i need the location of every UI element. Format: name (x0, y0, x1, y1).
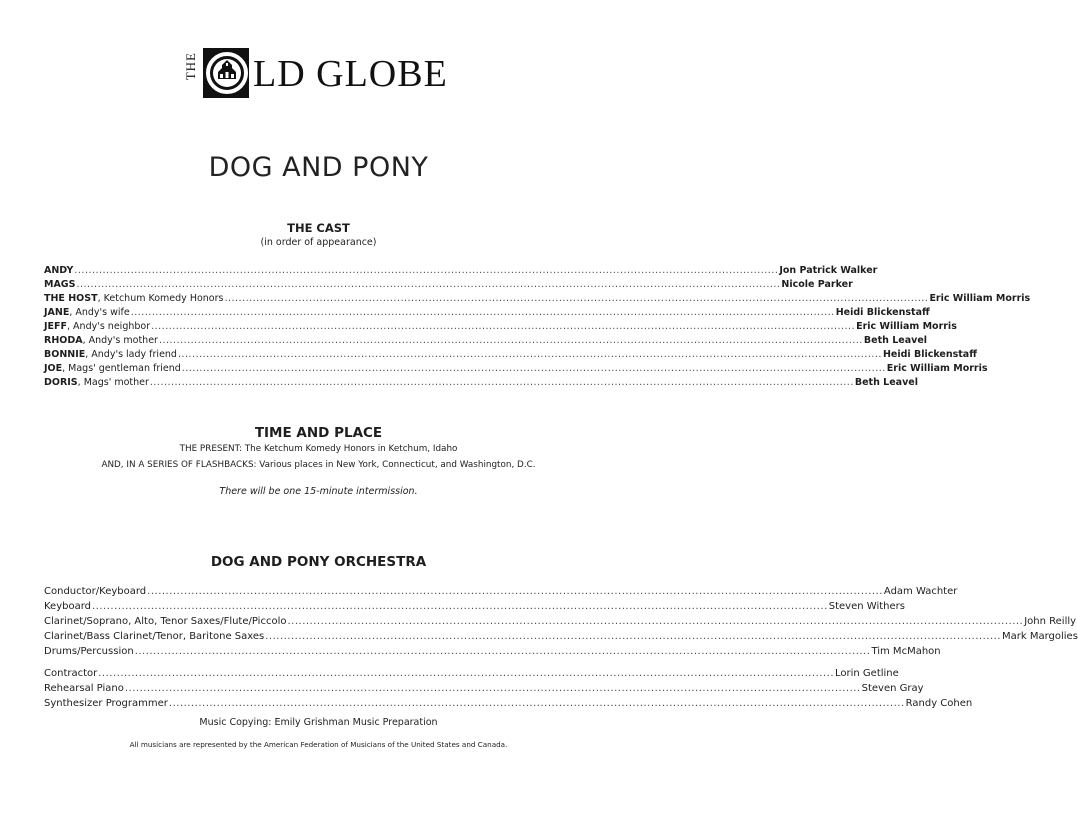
role-name: THE HOST (44, 293, 98, 304)
musician-name: Mark Margolies (1001, 631, 1078, 642)
cast-role (44, 306, 130, 319)
orchestra-heading: DOG AND PONY ORCHESTRA (210, 554, 427, 570)
cast-role (44, 362, 181, 375)
actor-name: Heidi Blickenstaff (835, 307, 930, 318)
orchestra-role: Clarinet/Soprano, Alto, Tenor Saxes/Flute/Piccolo (44, 616, 287, 627)
cast-row (44, 320, 957, 333)
cast-row (44, 292, 1031, 305)
dot-leader: ........................................................................................................................................................................................................ (147, 586, 883, 597)
actor-name: Eric William Morris (929, 293, 1031, 304)
orchestra-row (44, 667, 899, 680)
role-name: MAGS (44, 279, 76, 290)
time-place-present: THE PRESENT: The Ketchum Komedy Honors in Ketchum, Idaho (179, 444, 458, 454)
orchestra-row (44, 600, 905, 613)
cast-row (44, 348, 977, 361)
dot-leader: ........................................................................................................................................................................................................ (287, 616, 1024, 627)
dot-leader: ........................................................................................................................................................................................................ (151, 321, 856, 332)
logo-the-text: THE (183, 52, 198, 81)
music-copying-credit: Music Copying: Emily Grishman Music Preparation (199, 717, 438, 728)
dot-leader: ........................................................................................................................................................................................................ (76, 279, 781, 290)
cast-row (44, 306, 930, 319)
cast-role (44, 334, 158, 347)
musician-name: Steven Gray (861, 683, 924, 694)
cast-role (44, 320, 150, 333)
orchestra-role: Conductor/Keyboard (44, 586, 147, 597)
actor-name: Jon Patrick Walker (779, 265, 878, 276)
orchestra-row (44, 682, 924, 695)
dot-leader: ........................................................................................................................................................................................................ (149, 377, 854, 388)
dot-leader: ........................................................................................................................................................................................................ (92, 601, 828, 612)
dot-leader: ........................................................................................................................................................................................................ (130, 307, 835, 318)
musician-name: Adam Wachter (883, 586, 958, 597)
logo-name-text: LD GLOBE (253, 53, 448, 95)
musician-name: Lorin Getline (835, 668, 899, 679)
musician-name: Randy Cohen (905, 698, 973, 709)
dot-leader: ........................................................................................................................................................................................................ (224, 293, 929, 304)
dot-leader: ........................................................................................................................................................................................................ (177, 349, 882, 360)
role-desc: , Andy's mother (82, 335, 158, 346)
cast-row (44, 334, 928, 347)
dot-leader: ........................................................................................................................................................................................................ (74, 265, 779, 276)
role-name: DORIS (44, 377, 78, 388)
cast-role (44, 278, 75, 291)
show-title: DOG AND PONY (208, 152, 429, 183)
role-desc: , Andy's wife (69, 307, 130, 318)
role-desc: , Mags' mother (77, 377, 149, 388)
cast-role (44, 264, 73, 277)
role-desc: , Andy's neighbor (67, 321, 151, 332)
role-name: BONNIE (44, 349, 86, 360)
dot-leader: ........................................................................................................................................................................................................ (134, 646, 871, 657)
role-desc: , Ketchum Komedy Honors (97, 293, 224, 304)
dot-leader: ........................................................................................................................................................................................................ (98, 668, 834, 679)
dot-leader: ........................................................................................................................................................................................................ (124, 683, 861, 694)
globe-emblem-icon (203, 48, 249, 98)
orchestra-role: Rehearsal Piano (44, 683, 124, 694)
time-place-heading: TIME AND PLACE (254, 425, 383, 441)
cast-role (44, 292, 223, 305)
dot-leader: ........................................................................................................................................................................................................ (158, 335, 863, 346)
actor-name: Beth Leavel (863, 335, 928, 346)
musician-name: Tim McMahon (871, 646, 941, 657)
time-place-flashbacks: AND, IN A SERIES OF FLASHBACKS: Various places in New York, Connecticut, and Washington, D.C. (101, 460, 536, 470)
cast-heading: THE CAST (287, 221, 350, 235)
dot-leader: ........................................................................................................................................................................................................ (168, 698, 905, 709)
orchestra-role: Clarinet/Bass Clarinet/Tenor, Baritone Saxes (44, 631, 265, 642)
orchestra-row (44, 697, 973, 710)
cast-row (44, 264, 878, 277)
role-name: JEFF (44, 321, 68, 332)
role-name: JOE (44, 363, 63, 374)
role-desc: , Mags' gentleman friend (62, 363, 181, 374)
actor-name: Eric William Morris (886, 363, 988, 374)
orchestra-row (44, 615, 1077, 628)
musician-name: John Reilly (1024, 616, 1077, 627)
role-name: ANDY (44, 265, 74, 276)
role-name: JANE (44, 307, 70, 318)
role-desc: , Andy's lady friend (85, 349, 177, 360)
cast-row (44, 362, 988, 375)
union-note: All musicians are represented by the American Federation of Musicians of the United States and Canada. (129, 740, 508, 749)
cast-row (44, 278, 853, 291)
actor-name: Heidi Blickenstaff (882, 349, 977, 360)
role-name: RHODA (44, 335, 83, 346)
actor-name: Nicole Parker (781, 279, 853, 290)
orchestra-role: Synthesizer Programmer (44, 698, 168, 709)
cast-subheading: (in order of appearance) (260, 237, 377, 248)
cast-role (44, 348, 177, 361)
orchestra-role: Keyboard (44, 601, 92, 612)
cast-row (44, 376, 918, 389)
cast-role (44, 376, 149, 389)
dot-leader: ........................................................................................................................................................................................................ (181, 363, 886, 374)
orchestra-row (44, 645, 941, 658)
orchestra-row (44, 585, 958, 598)
orchestra-row (44, 630, 1078, 643)
dot-leader: ........................................................................................................................................................................................................ (265, 631, 1001, 642)
orchestra-role: Drums/Percussion (44, 646, 134, 657)
orchestra-role: Contractor (44, 668, 98, 679)
intermission-note: There will be one 15-minute intermission. (219, 486, 418, 497)
actor-name: Eric William Morris (856, 321, 957, 332)
musician-name: Steven Withers (828, 601, 905, 612)
actor-name: Beth Leavel (854, 377, 918, 388)
